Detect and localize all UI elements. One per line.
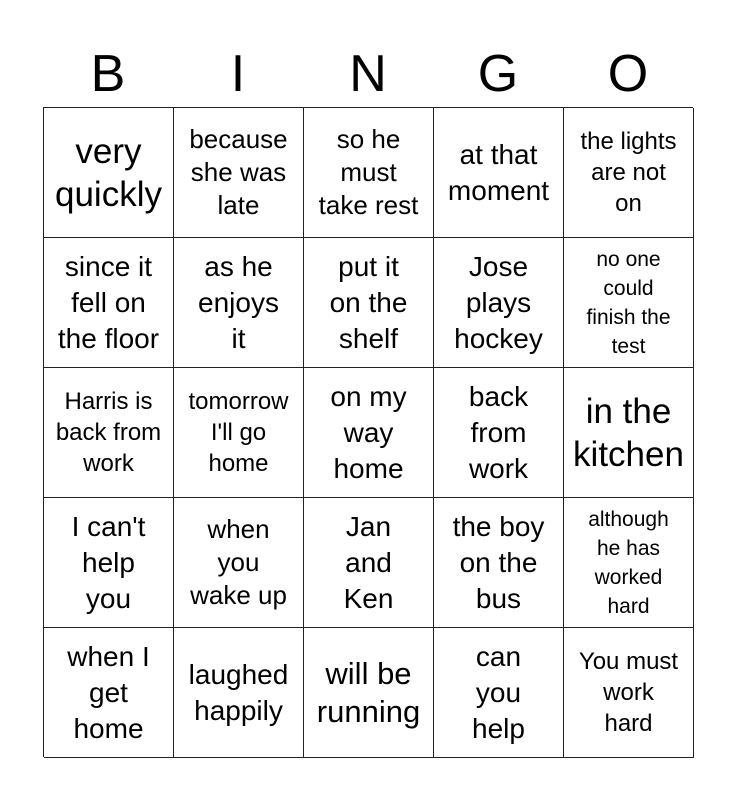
bingo-cell-r5-c3[interactable] bbox=[304, 628, 434, 758]
bingo-cell-r4-c1[interactable] bbox=[44, 498, 174, 628]
header-letter-i: I bbox=[230, 45, 246, 103]
bingo-cell-r3-c4[interactable] bbox=[434, 368, 564, 498]
bingo-cell-r4-c4[interactable] bbox=[434, 498, 564, 628]
bingo-cell-r2-c4[interactable] bbox=[434, 238, 564, 368]
bingo-header bbox=[43, 44, 693, 104]
cell-text: Jose plays hockey bbox=[454, 250, 543, 354]
cell-text: because she was late bbox=[189, 124, 288, 220]
cell-text: will be running bbox=[316, 655, 421, 729]
cell-text: Harris is back from work bbox=[55, 388, 162, 477]
header-letter-g: G bbox=[477, 45, 519, 103]
bingo-cell-r2-c2[interactable] bbox=[174, 238, 304, 368]
bingo-cell-r2-c5[interactable] bbox=[564, 238, 694, 368]
bingo-cell-r1-c4[interactable] bbox=[434, 108, 564, 238]
bingo-cell-r1-c5[interactable] bbox=[564, 108, 694, 238]
header-letter-n: N bbox=[349, 45, 387, 103]
bingo-cell-r1-c1[interactable] bbox=[44, 108, 174, 238]
header-letter-o: O bbox=[607, 45, 649, 103]
cell-text: in the kitchen bbox=[573, 391, 684, 474]
bingo-cell-r2-c1[interactable] bbox=[44, 238, 174, 368]
cell-text: so he must take rest bbox=[318, 124, 419, 220]
cell-text: when I get home bbox=[67, 640, 150, 744]
bingo-cell-r4-c2[interactable] bbox=[174, 498, 304, 628]
cell-text: put it on the shelf bbox=[329, 250, 408, 354]
bingo-cell-r5-c5[interactable] bbox=[564, 628, 694, 758]
bingo-cell-r5-c1[interactable] bbox=[44, 628, 174, 758]
bingo-cell-r3-c3[interactable] bbox=[304, 368, 434, 498]
bingo-cell-r5-c4[interactable] bbox=[434, 628, 564, 758]
cell-text: although he has worked hard bbox=[588, 507, 669, 618]
cell-text: Jan and Ken bbox=[343, 510, 394, 614]
cell-text: can you help bbox=[472, 640, 525, 744]
bingo-cell-r5-c2[interactable] bbox=[174, 628, 304, 758]
bingo-cell-r3-c5[interactable] bbox=[564, 368, 694, 498]
cell-text: You must work hard bbox=[578, 648, 679, 737]
cell-text: the lights are not on bbox=[580, 128, 677, 217]
cell-text: very quickly bbox=[55, 131, 162, 214]
cell-text: I can't help you bbox=[71, 510, 146, 614]
bingo-cell-r3-c1[interactable] bbox=[44, 368, 174, 498]
bingo-cell-r2-c3[interactable] bbox=[304, 238, 434, 368]
header-letter-b: B bbox=[90, 45, 126, 103]
cell-text: the boy on the bus bbox=[452, 510, 545, 614]
cell-text: no one could finish the test bbox=[586, 247, 671, 358]
bingo-cell-r1-c2[interactable] bbox=[174, 108, 304, 238]
cell-text: tomorrow I'll go home bbox=[188, 388, 289, 477]
bingo-board bbox=[43, 107, 693, 757]
cell-text: as he enjoys it bbox=[198, 250, 279, 354]
bingo-cell-r1-c3[interactable] bbox=[304, 108, 434, 238]
bingo-cell-r4-c3[interactable] bbox=[304, 498, 434, 628]
bingo-cell-r3-c2[interactable] bbox=[174, 368, 304, 498]
cell-text: at that moment bbox=[447, 138, 550, 206]
cell-text: when you wake up bbox=[190, 514, 287, 610]
cell-text: back from work bbox=[468, 380, 529, 484]
cell-text: on my way home bbox=[330, 380, 407, 484]
cell-text: since it fell on the floor bbox=[57, 250, 160, 354]
cell-text: laughed happily bbox=[188, 658, 289, 726]
bingo-cell-r4-c5[interactable] bbox=[564, 498, 694, 628]
